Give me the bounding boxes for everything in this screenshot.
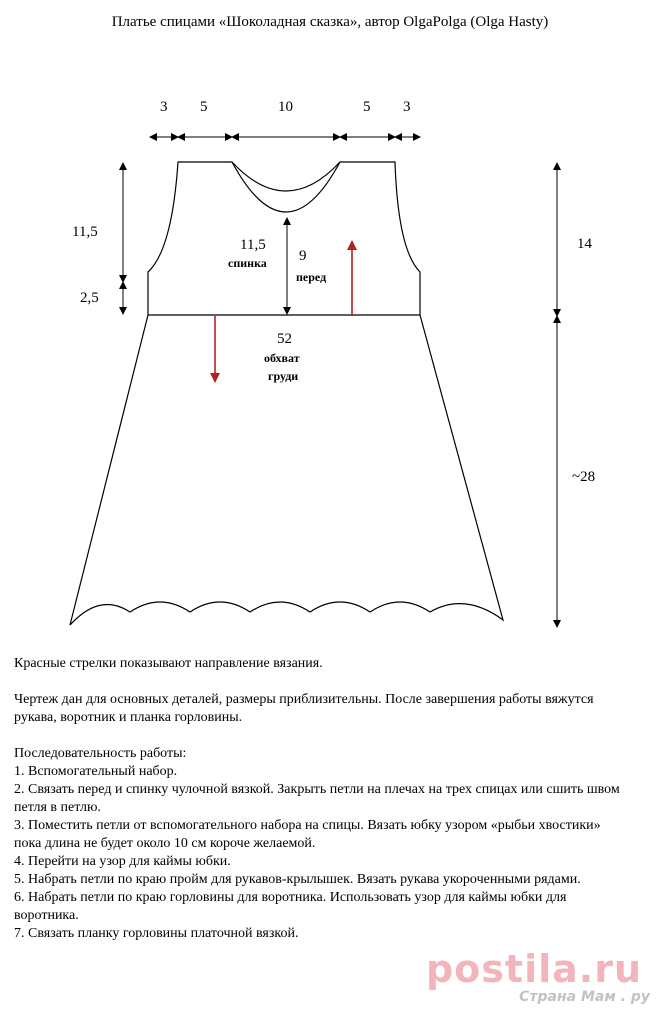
step-item: 7. Связать планку горловины платочной вязкой.: [14, 926, 299, 941]
dim-strap-right-label: 5: [363, 99, 371, 115]
chest-label-line1: обхват: [264, 351, 300, 365]
watermark: [412, 947, 652, 1007]
step-item: 6. Набрать петли по краю горловины для воротника. Использовать узор для каймы юбки для воротника.: [14, 890, 567, 923]
sequence-heading: Последовательность работы:: [14, 746, 187, 761]
dim-strap-left-label: 5: [200, 99, 208, 115]
front-neck-depth-label: 9: [299, 248, 307, 264]
dim-neck-width-label: 10: [278, 99, 293, 115]
dim-shoulder-right-label: 3: [403, 99, 411, 115]
arrows-note: Красные стрелки показывают направление вязания.: [14, 656, 323, 671]
front-piece-label: перед: [296, 270, 327, 284]
chest-label-line2: груди: [268, 369, 299, 383]
back-piece-label: спинка: [228, 256, 267, 270]
step-item: 4. Перейти на узор для каймы юбки.: [14, 854, 231, 869]
step-item: 3. Поместить петли от вспомогательного набора на спицы. Вязать юбку узором «рыбьи хвостики» пока длина не будет около 10 см короче желаемой.: [14, 818, 601, 851]
dim-shoulder-left-label: 3: [160, 99, 168, 115]
underarm-depth-label: 2,5: [80, 290, 99, 306]
step-item: 1. Вспомогательный набор.: [14, 764, 178, 779]
watermark-brand: postila.ru: [425, 947, 642, 991]
skirt-length-label: ~28: [572, 469, 596, 485]
step-item: 5. Набрать петли по краю пройм для рукавов-крылышек. Вязать рукава укороченными рядами.: [14, 872, 581, 887]
step-item: 2. Связать перед и спинку чулочной вязкой. Закрыть петли на плечах на трех спицах или сшить швом петля в петлю.: [14, 782, 620, 815]
bodice-height-label: 14: [577, 236, 592, 252]
dress-outline: [148, 162, 420, 315]
page-title: Платье спицами «Шоколадная сказка», автор OlgaPolga (Olga Hasty): [111, 14, 549, 30]
chest-value-label: 52: [277, 331, 292, 347]
notes-paragraph: Чертеж дан для основных деталей, размеры приблизительны. После завершения работы вяжутся рукава, воротник и планка горловины.: [14, 692, 594, 725]
watermark-sub: Страна Мам . ру: [519, 989, 650, 1005]
armhole-depth-label: 11,5: [72, 224, 98, 240]
back-neck-depth-label: 11,5: [240, 237, 266, 253]
instructions-text: [14, 655, 624, 943]
